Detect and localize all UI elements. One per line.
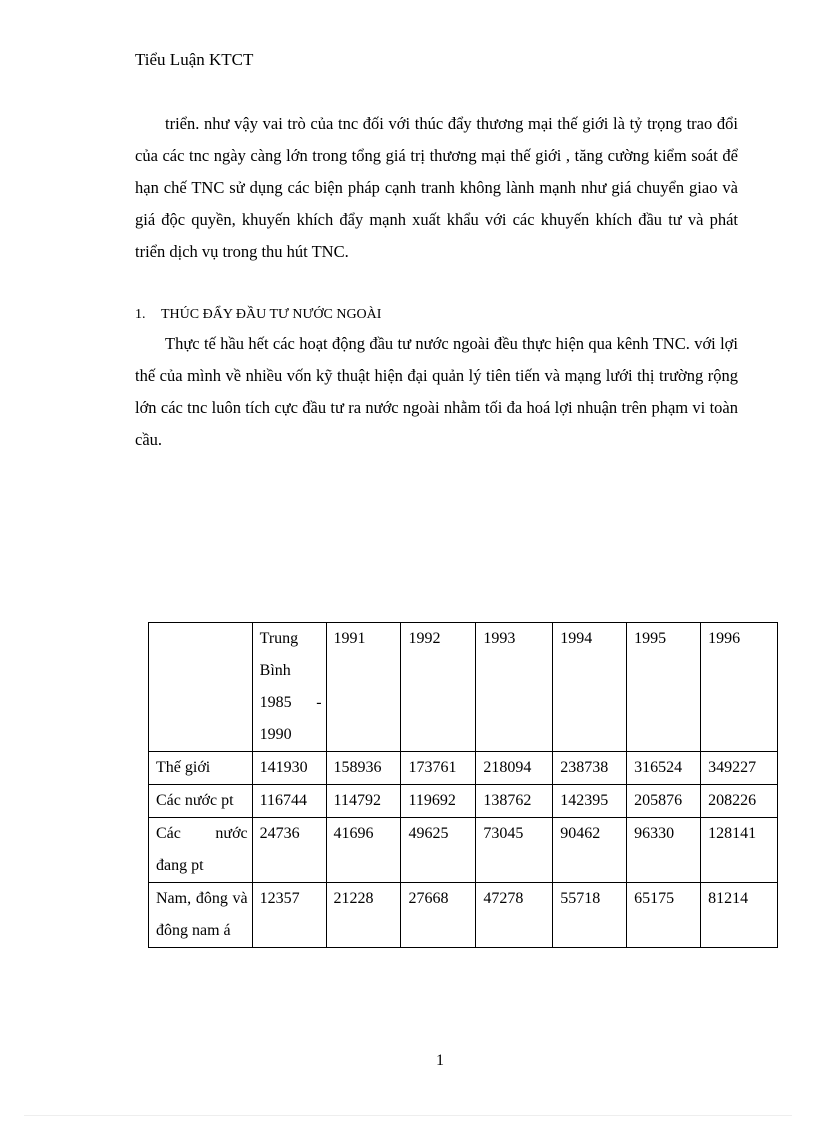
- table-cell: 90462: [553, 818, 627, 883]
- row-label: Thế giới: [149, 752, 253, 785]
- row-label: Nam, đông và đông nam á: [149, 883, 253, 948]
- table-row: [149, 883, 778, 948]
- table-cell: 142395: [553, 785, 627, 818]
- table-cell: 81214: [701, 883, 778, 948]
- table-cell: 27668: [401, 883, 476, 948]
- table-cell: 55718: [553, 883, 627, 948]
- fdi-table: [148, 622, 778, 948]
- header-cell-1991: 1991: [326, 623, 401, 752]
- table-cell: 116744: [252, 785, 326, 818]
- table-cell: 205876: [627, 785, 701, 818]
- paragraph-investment: Thực tế hầu hết các hoạt động đầu tư nước ngoài đều thực hiện qua kênh TNC. với lợi thế của mình về nhiều vốn kỹ thuật hiện đại quản lý tiên tiến và mạng lưới thị trường rộng lớn các tnc luôn tích cực đầu tư ra nước ngoài nhằm tối đa hoá lợi nhuận trên phạm vi toàn cầu.: [135, 334, 738, 449]
- table-cell: 141930: [252, 752, 326, 785]
- table-cell: 138762: [476, 785, 553, 818]
- table-cell: 128141: [701, 818, 778, 883]
- section-number: 1.: [135, 307, 146, 322]
- table-cell: 208226: [701, 785, 778, 818]
- header-cell-1996: 1996: [701, 623, 778, 752]
- page-number: 1: [436, 1052, 444, 1069]
- table-cell: 96330: [627, 818, 701, 883]
- paragraph-intro: triển. như vậy vai trò của tnc đối với thúc đẩy thương mại thế giới là tỷ trọng trao đổi của các tnc ngày càng lớn trong tổng giá trị thương mại thế giới , tăng cường kiểm soát để hạn chế TNC sử dụng các biện pháp cạnh tranh không lành mạnh như giá chuyển giao và giá độc quyền, khuyến khích đẩy mạnh xuất khẩu với các khuyến khích đầu tư và phát triển dịch vụ trong thu hút TNC.: [135, 114, 738, 261]
- table-cell: 173761: [401, 752, 476, 785]
- header-cell-1993: 1993: [476, 623, 553, 752]
- table-cell: 21228: [326, 883, 401, 948]
- table-cell: 12357: [252, 883, 326, 948]
- table-header-row: [149, 623, 778, 752]
- table-cell: 349227: [701, 752, 778, 785]
- header-cell-1995: 1995: [627, 623, 701, 752]
- section-title: THÚC ĐẨY ĐẦU TƯ NƯỚC NGOÀI: [161, 307, 382, 322]
- header-cell-1992: 1992: [401, 623, 476, 752]
- table-cell: 238738: [553, 752, 627, 785]
- row-label: Các nước đang pt: [149, 818, 253, 883]
- header-cell-empty: [149, 623, 253, 752]
- table-cell: 73045: [476, 818, 553, 883]
- table-cell: 41696: [326, 818, 401, 883]
- table-cell: 119692: [401, 785, 476, 818]
- table-cell: 49625: [401, 818, 476, 883]
- table-row: [149, 818, 778, 883]
- page-bottom-divider: [24, 1115, 792, 1116]
- table-cell: 316524: [627, 752, 701, 785]
- section-heading: [135, 301, 381, 329]
- row-label: Các nước pt: [149, 785, 253, 818]
- header-cell-1994: 1994: [553, 623, 627, 752]
- table-cell: 47278: [476, 883, 553, 948]
- header-cell-average: Trung Bình 1985 - 1990: [252, 623, 326, 752]
- table-row: [149, 752, 778, 785]
- document-header: Tiểu Luận KTCT: [135, 50, 254, 69]
- table-cell: 114792: [326, 785, 401, 818]
- table-cell: 24736: [252, 818, 326, 883]
- table-cell: 65175: [627, 883, 701, 948]
- table-cell: 158936: [326, 752, 401, 785]
- table-cell: 218094: [476, 752, 553, 785]
- table-row: [149, 785, 778, 818]
